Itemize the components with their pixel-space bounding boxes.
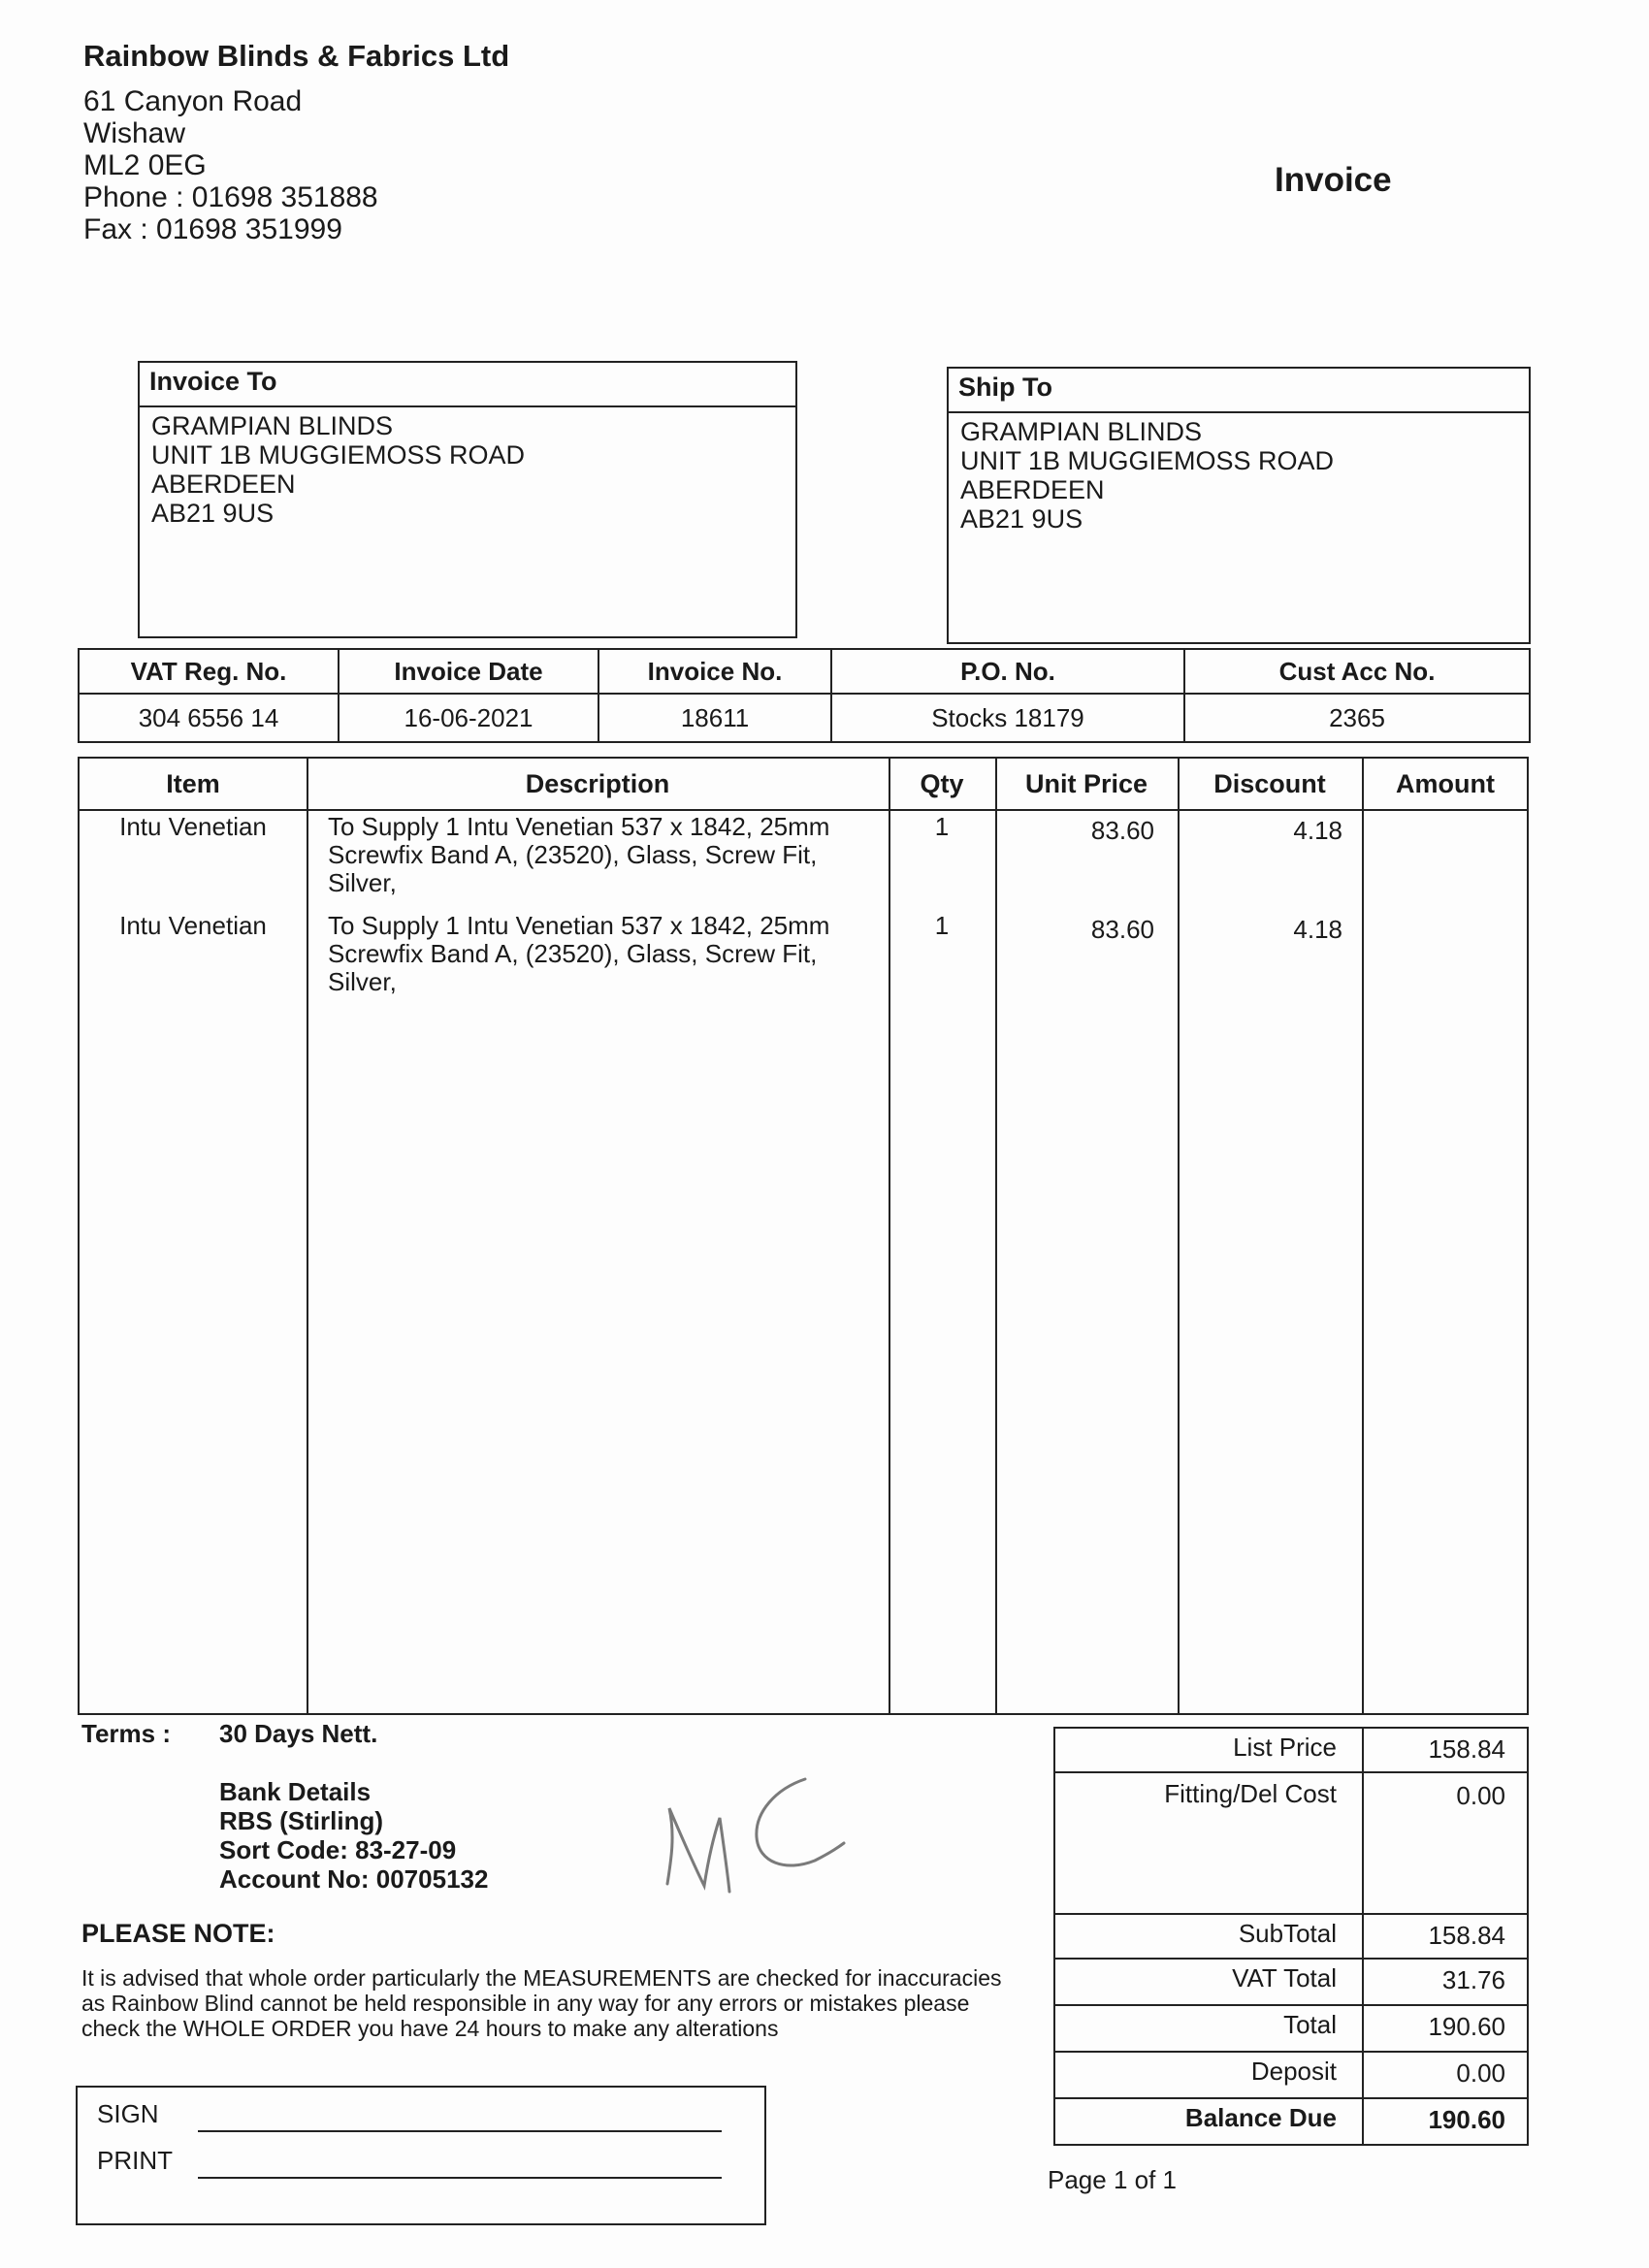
sort-code: Sort Code: 83-27-09 bbox=[219, 1835, 457, 1864]
invoice-to-line: AB21 9US bbox=[151, 499, 275, 528]
invoice-to-heading: Invoice To bbox=[140, 363, 795, 407]
balance-due-value: 190.60 bbox=[1362, 2099, 1527, 2144]
qty-cell: 1 bbox=[934, 812, 950, 841]
bank-name: RBS (Stirling) bbox=[219, 1806, 383, 1835]
discount-column-header: Discount bbox=[1213, 769, 1326, 798]
description-cell bbox=[328, 813, 881, 897]
company-address-line: Wishaw bbox=[83, 117, 186, 149]
invoice-no-value: 18611 bbox=[598, 694, 831, 742]
ship-to-line: UNIT 1B MUGGIEMOSS ROAD bbox=[960, 446, 1335, 475]
description-cell bbox=[328, 912, 881, 996]
ship-to-line: AB21 9US bbox=[960, 504, 1083, 534]
description-line: Screwfix Band A, (23520), Glass, Screw Fit, bbox=[328, 939, 818, 968]
ship-to-line: ABERDEEN bbox=[960, 475, 1105, 504]
list-price-value: 158.84 bbox=[1362, 1729, 1527, 1771]
deposit-label: Deposit bbox=[1250, 2057, 1337, 2086]
terms-label: Terms : bbox=[81, 1719, 171, 1748]
unit-price-cell: 83.60 bbox=[1090, 816, 1154, 845]
fitting-cost-value: 0.00 bbox=[1362, 1773, 1527, 1913]
balance-due-label: Balance Due bbox=[1184, 2103, 1337, 2132]
cust-acc-value: 2365 bbox=[1184, 694, 1530, 742]
deposit-value: 0.00 bbox=[1362, 2053, 1527, 2097]
company-phone: Phone : 01698 351888 bbox=[83, 181, 378, 213]
line-item-row bbox=[80, 912, 1527, 1013]
invoice-to-line: ABERDEEN bbox=[151, 470, 296, 499]
qty-cell: 1 bbox=[934, 911, 950, 940]
discount-cell: 4.18 bbox=[1293, 816, 1342, 845]
fitting-cost-row bbox=[1055, 1773, 1527, 1915]
unit-price-column-header: Unit Price bbox=[1024, 769, 1148, 798]
handwritten-initials bbox=[660, 1767, 883, 1913]
vat-total-value: 31.76 bbox=[1362, 1960, 1527, 2004]
vat-reg-value: 304 6556 14 bbox=[79, 694, 339, 742]
sign-label: SIGN bbox=[97, 2099, 159, 2128]
invoice-date-value: 16-06-2021 bbox=[339, 694, 598, 742]
subtotal-label: SubTotal bbox=[1238, 1919, 1337, 1948]
bank-details bbox=[219, 1777, 488, 1894]
terms-value: 30 Days Nett. bbox=[219, 1719, 378, 1748]
cust-acc-header: Cust Acc No. bbox=[1184, 649, 1530, 694]
item-cell: Intu Venetian bbox=[119, 911, 267, 940]
vat-total-row bbox=[1055, 1960, 1527, 2006]
ship-to-box bbox=[947, 367, 1531, 644]
line-items-table bbox=[78, 757, 1529, 1715]
invoice-info-table bbox=[78, 648, 1531, 743]
account-number: Account No: 00705132 bbox=[219, 1864, 489, 1894]
invoice-to-line: UNIT 1B MUGGIEMOSS ROAD bbox=[151, 440, 526, 470]
discount-cell: 4.18 bbox=[1293, 915, 1342, 944]
invoice-to-box bbox=[138, 361, 797, 638]
item-cell: Intu Venetian bbox=[119, 812, 267, 841]
company-address-line: ML2 0EG bbox=[83, 149, 207, 181]
total-value: 190.60 bbox=[1362, 2006, 1527, 2051]
ship-to-line: GRAMPIAN BLINDS bbox=[960, 417, 1203, 446]
po-no-value: Stocks 18179 bbox=[831, 694, 1184, 742]
please-note-text: It is advised that whole order particularly the MEASUREMENTS are checked for inaccuracies as Rainbow Blind cannot be held responsible in any way for any errors or mistakes please check the WHOLE ORDER you have 24 hours to make any alterations bbox=[81, 1965, 1002, 2041]
description-column-header: Description bbox=[525, 769, 670, 798]
deposit-row bbox=[1055, 2053, 1527, 2099]
vat-reg-header: VAT Reg. No. bbox=[79, 649, 339, 694]
totals-table bbox=[1053, 1727, 1529, 2146]
description-line: To Supply 1 Intu Venetian 537 x 1842, 25mm bbox=[328, 911, 830, 940]
subtotal-value: 158.84 bbox=[1362, 1915, 1527, 1958]
sign-line[interactable] bbox=[198, 2130, 722, 2132]
bank-details-heading: Bank Details bbox=[219, 1777, 372, 1806]
fitting-cost-label: Fitting/Del Cost bbox=[1164, 1779, 1337, 1808]
description-line: Silver, bbox=[328, 868, 397, 897]
document-title: Invoice bbox=[1275, 161, 1392, 199]
po-no-header: P.O. No. bbox=[831, 649, 1184, 694]
company-name: Rainbow Blinds & Fabrics Ltd bbox=[83, 39, 510, 73]
list-price-label: List Price bbox=[1233, 1733, 1337, 1762]
balance-due-row bbox=[1055, 2099, 1527, 2144]
invoice-date-header: Invoice Date bbox=[339, 649, 598, 694]
description-line: Silver, bbox=[328, 967, 397, 996]
description-line: Screwfix Band A, (23520), Glass, Screw Fit, bbox=[328, 840, 818, 869]
ship-to-heading: Ship To bbox=[949, 369, 1529, 413]
invoice-to-line: GRAMPIAN BLINDS bbox=[151, 411, 394, 440]
item-column-header: Item bbox=[166, 769, 220, 798]
list-price-row bbox=[1055, 1729, 1527, 1773]
total-label: Total bbox=[1283, 2010, 1337, 2039]
qty-column-header: Qty bbox=[920, 769, 964, 798]
amount-column-header: Amount bbox=[1396, 769, 1495, 798]
print-label: PRINT bbox=[97, 2146, 173, 2175]
vat-total-label: VAT Total bbox=[1232, 1963, 1337, 1993]
total-row bbox=[1055, 2006, 1527, 2053]
print-line[interactable] bbox=[198, 2177, 722, 2179]
page-number: Page 1 of 1 bbox=[1048, 2165, 1177, 2194]
company-address-line: 61 Canyon Road bbox=[83, 85, 303, 117]
line-item-row bbox=[80, 813, 1527, 914]
line-items-header bbox=[80, 759, 1527, 811]
invoice-no-header: Invoice No. bbox=[598, 649, 831, 694]
please-note-heading: PLEASE NOTE: bbox=[81, 1919, 275, 1948]
company-fax: Fax : 01698 351999 bbox=[83, 213, 342, 245]
description-line: To Supply 1 Intu Venetian 537 x 1842, 25mm bbox=[328, 812, 830, 841]
unit-price-cell: 83.60 bbox=[1090, 915, 1154, 944]
signature-box bbox=[76, 2086, 766, 2225]
subtotal-row bbox=[1055, 1915, 1527, 1960]
